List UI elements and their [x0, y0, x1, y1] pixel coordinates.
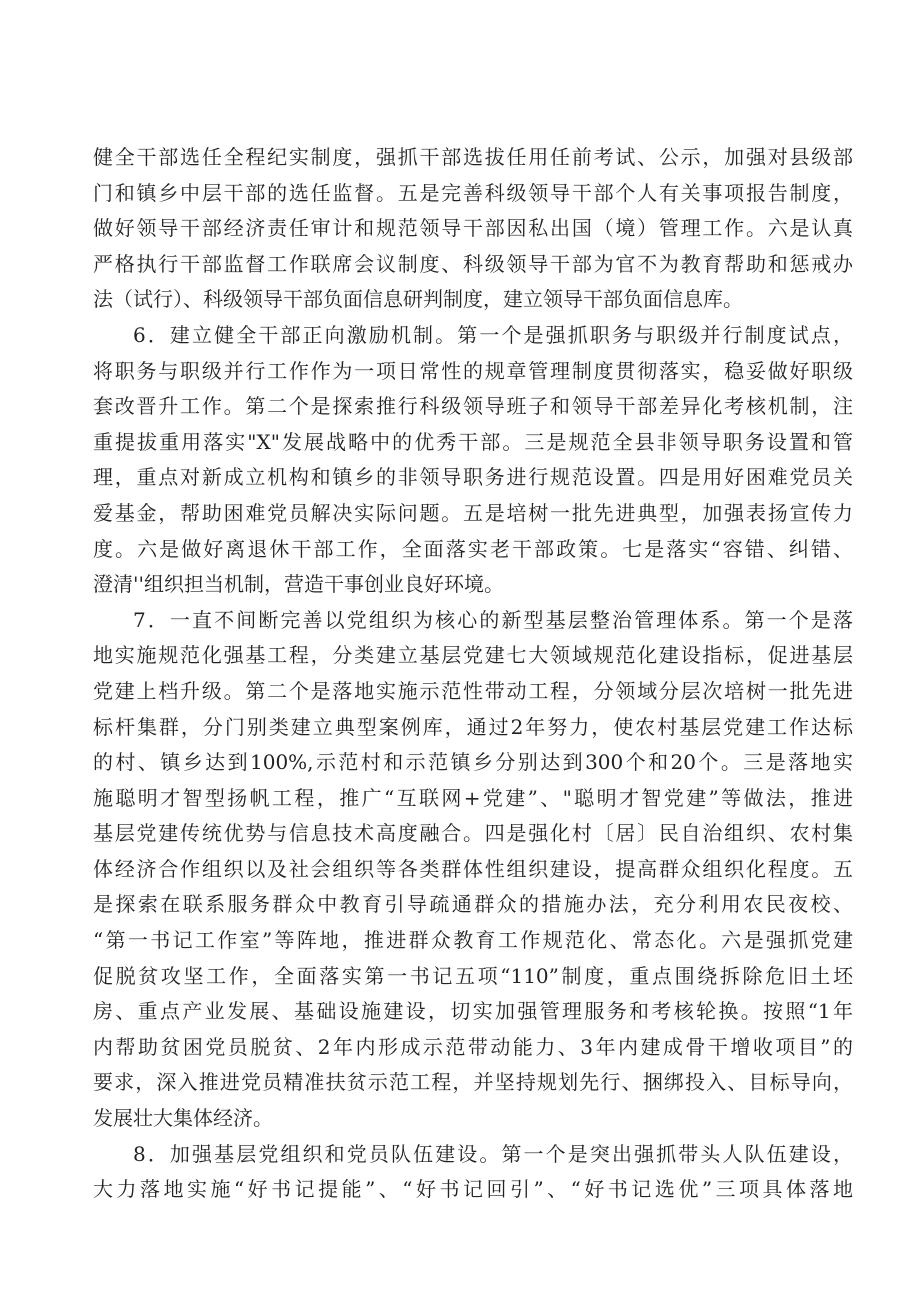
text-line: 基层党建传统优势与信息技术高度融合。四是强化村〔居〕民自治组织、农村集	[93, 821, 853, 846]
paragraph-8	[93, 1137, 853, 1208]
text-line: 是探索在联系服务群众中教育引导疏通群众的措施办法，充分利用农民夜校、	[93, 892, 853, 917]
text-line: 法（试行）、科级领导干部负面信息研判制度，建立领导干部负面信息库。	[93, 287, 743, 312]
text-line: 澄清''组织担当机制，营造干事创业良好环境。	[93, 572, 504, 597]
text-line: 重提拔重用落实"X"发展战略中的优秀干部。三是规范全县非领导职务设置和管	[93, 429, 853, 454]
text-line: 8．加强基层党组织和党员队伍建设。第一个是突出强抓带头人队伍建设，	[133, 1141, 853, 1166]
paragraph-5-continuation	[93, 140, 853, 318]
paragraph-7	[93, 603, 853, 1137]
text-line: 套改晋升工作。第二个是探索推行科级领导班子和领导干部差异化考核机制，注	[93, 394, 853, 419]
text-line: 将职务与职级并行工作作为一项日常性的规章管理制度贯彻落实，稳妥做好职级	[93, 358, 853, 383]
text-line: 度。六是做好离退休干部工作，全面落实老干部政策。七是落实“容错、纠错、	[93, 536, 853, 561]
text-line: 房、重点产业发展、基础设施建设，切实加强管理服务和考核轮换。按照“1年	[93, 999, 853, 1024]
text-line: 要求，深入推进党员精准扶贫示范工程，并坚持规划先行、捆绑投入、目标导向，	[93, 1070, 853, 1095]
document-page	[93, 140, 853, 1208]
text-line: 促脱贫攻坚工作，全面落实第一书记五项“110”制度，重点围绕拆除危旧土坯	[93, 963, 853, 988]
text-line: 大力落地实施“好书记提能”、“好书记回引”、“好书记选优”三项具体落地	[93, 1177, 853, 1202]
text-line: 体经济合作组织以及社会组织等各类群体性组织建设，提高群众组织化程度。五	[93, 856, 853, 881]
text-line: 门和镇乡中层干部的选任监督。五是完善科级领导干部个人有关事项报告制度，	[93, 180, 853, 205]
text-line: 7．一直不间断完善以党组织为核心的新型基层整治管理体系。第一个是落	[133, 607, 853, 632]
text-line: 严格执行干部监督工作联席会议制度、科级领导干部为官不为教育帮助和惩戒办	[93, 251, 853, 276]
text-line: 标杆集群，分门别类建立典型案例库，通过2年努力，使农村基层党建工作达标	[93, 714, 853, 739]
text-line: 健全干部选任全程纪实制度，强抓干部选拔任用任前考试、公示，加强对县级部	[93, 145, 853, 169]
text-line: 党建上档升级。第二个是落地实施示范性带动工程，分领域分层次培树一批先进	[93, 678, 853, 703]
text-line: 理，重点对新成立机构和镇乡的非领导职务进行规范设置。四是用好困难党员关	[93, 465, 853, 490]
text-line: 做好领导干部经济责任审计和规范领导干部因私出国（境）管理工作。六是认真	[93, 216, 853, 241]
text-line: 内帮助贫困党员脱贫、2年内形成示范带动能力、3年内建成骨干增收项目”的	[93, 1034, 853, 1059]
text-line: 地实施规范化强基工程，分类建立基层党建七大领域规范化建设指标，促进基层	[93, 643, 853, 668]
text-line: 爱基金，帮助困难党员解决实际问题。五是培树一批先进典型，加强表扬宣传力	[93, 500, 853, 525]
text-line: 的村、镇乡达到100%,示范村和示范镇乡分别达到300个和20个。三是落地实	[93, 750, 853, 775]
text-line: 6．建立健全干部正向激励机制。第一个是强抓职务与职级并行制度试点，	[133, 322, 853, 347]
text-line: 施聪明才智型扬帆工程，推广“互联网+党建”、"聪明才智党建”等做法，推进	[93, 785, 853, 810]
paragraph-6	[93, 318, 853, 603]
text-line: “第一书记工作室”等阵地，推进群众教育工作规范化、常态化。六是强抓党建	[93, 928, 853, 953]
text-line: 发展壮大集体经济。	[93, 1106, 273, 1131]
